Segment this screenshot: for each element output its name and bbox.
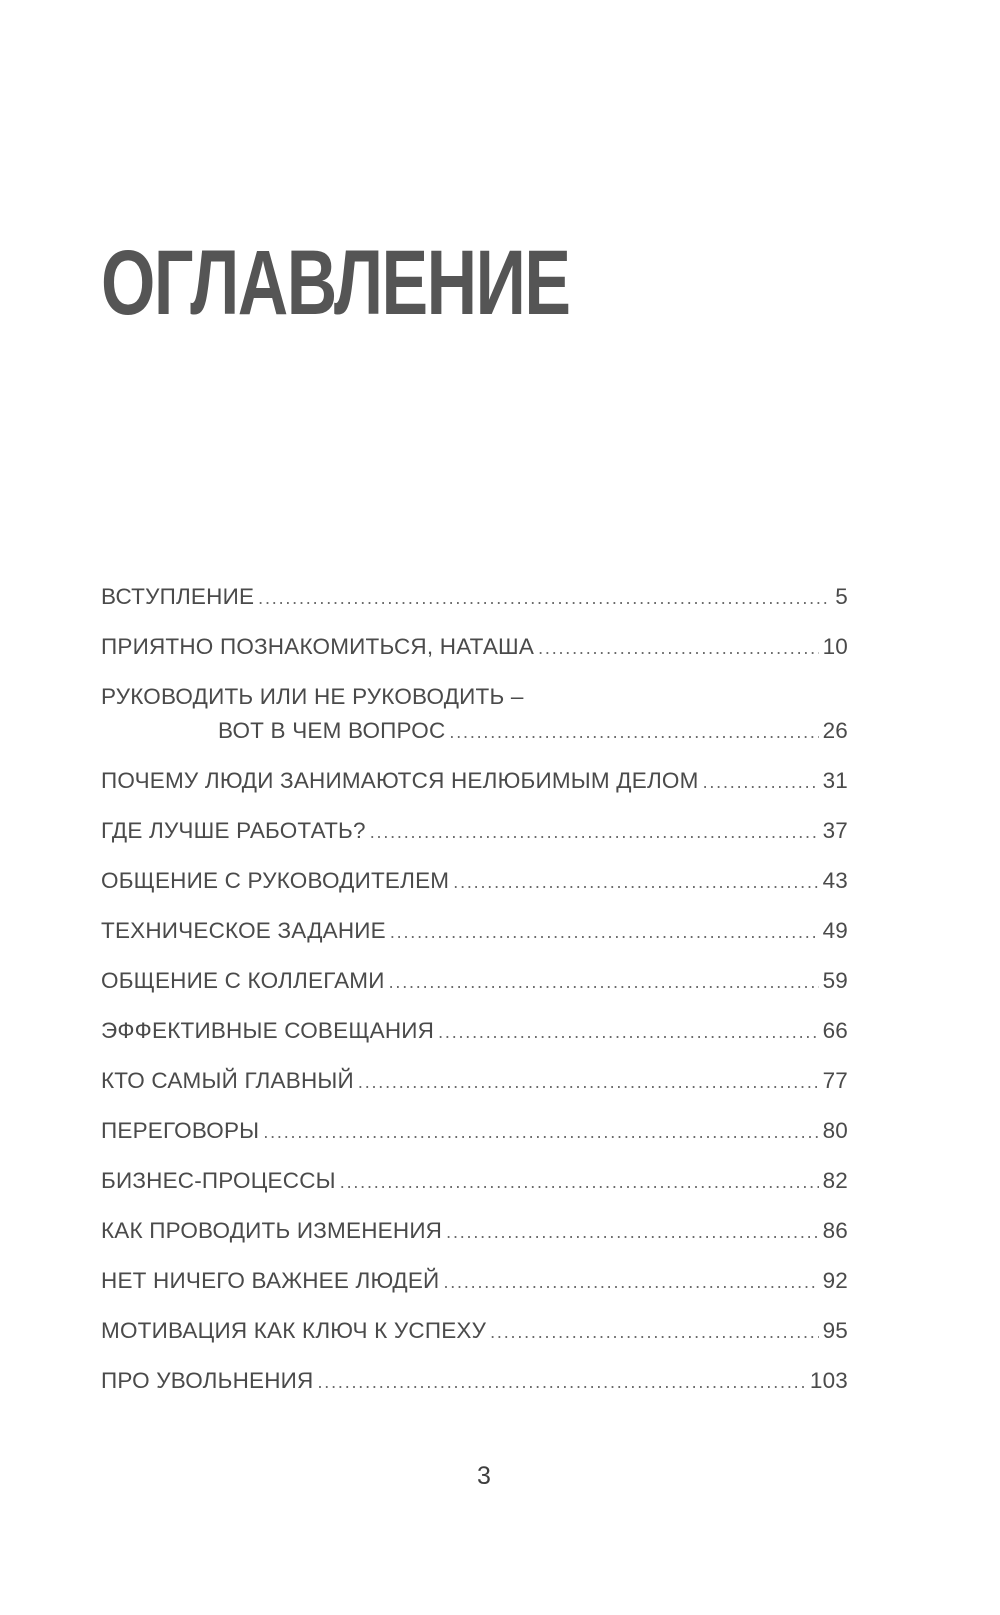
toc-entry[interactable] — [101, 1068, 848, 1118]
toc-entry-page: 95 — [822, 1318, 848, 1343]
toc-entry[interactable] — [101, 1268, 848, 1318]
toc-leader-dots — [449, 722, 818, 743]
toc-entry-title: НЕТ НИЧЕГО ВАЖНЕЕ ЛЮДЕЙ — [101, 1268, 440, 1293]
toc-entry[interactable] — [101, 1318, 848, 1368]
toc-entry[interactable] — [101, 584, 848, 634]
toc-leader-dots — [358, 1072, 819, 1093]
toc-entry-title: ПОЧЕМУ ЛЮДИ ЗАНИМАЮТСЯ НЕЛЮБИМЫМ ДЕЛОМ — [101, 768, 699, 793]
page-title: ОГЛАВЛЕНИЕ — [101, 232, 570, 334]
toc-entry-page: 80 — [822, 1118, 848, 1143]
toc-leader-dots — [340, 1172, 819, 1193]
toc-entry[interactable] — [101, 1018, 848, 1068]
toc-entry-title: ГДЕ ЛУЧШЕ РАБОТАТЬ? — [101, 818, 366, 843]
toc-entry-title: ПРИЯТНО ПОЗНАКОМИТЬСЯ, НАТАША — [101, 634, 535, 659]
toc-entry-page: 59 — [822, 968, 848, 993]
toc-leader-dots — [318, 1372, 806, 1393]
toc-entry-title: ОБЩЕНИЕ С КОЛЛЕГАМИ — [101, 968, 385, 993]
toc-entry-title: БИЗНЕС-ПРОЦЕССЫ — [101, 1168, 336, 1193]
toc-leader-dots — [490, 1322, 818, 1343]
toc-entry-title: ОБЩЕНИЕ С РУКОВОДИТЕЛЕМ — [101, 868, 450, 893]
toc-entry-title: ПЕРЕГОВОРЫ — [101, 1118, 260, 1143]
toc-leader-dots — [258, 588, 831, 609]
toc-leader-dots — [453, 872, 818, 893]
toc-leader-dots — [263, 1122, 818, 1143]
toc-leader-dots — [370, 822, 819, 843]
toc-entry-page: 66 — [822, 1018, 848, 1043]
toc-entry-page: 43 — [822, 868, 848, 893]
toc-entry[interactable] — [101, 1218, 848, 1268]
toc-entry-title-line1: РУКОВОДИТЬ ИЛИ НЕ РУКОВОДИТЬ – — [101, 684, 524, 709]
toc-entry-page: 82 — [822, 1168, 848, 1193]
toc-entry[interactable] — [101, 684, 848, 768]
toc-entry-page: 26 — [822, 718, 848, 743]
table-of-contents — [101, 584, 848, 1418]
toc-entry-title: КТО САМЫЙ ГЛАВНЫЙ — [101, 1068, 354, 1093]
toc-entry[interactable] — [101, 634, 848, 684]
toc-entry[interactable] — [101, 1368, 848, 1418]
toc-entry-title-line2: ВОТ В ЧЕМ ВОПРОС — [218, 718, 446, 743]
toc-entry[interactable] — [101, 918, 848, 968]
toc-entry[interactable] — [101, 868, 848, 918]
toc-entry-page: 10 — [822, 634, 848, 659]
toc-leader-dots — [538, 638, 818, 659]
toc-entry[interactable] — [101, 818, 848, 868]
toc-leader-dots — [438, 1022, 818, 1043]
toc-entry-title: МОТИВАЦИЯ КАК КЛЮЧ К УСПЕХУ — [101, 1318, 487, 1343]
toc-leader-dots — [703, 772, 819, 793]
toc-entry[interactable] — [101, 1118, 848, 1168]
toc-entry[interactable] — [101, 1168, 848, 1218]
toc-entry[interactable] — [101, 968, 848, 1018]
toc-entry-page: 86 — [822, 1218, 848, 1243]
toc-entry-page: 77 — [822, 1068, 848, 1093]
toc-entry[interactable] — [101, 768, 848, 818]
page-number: 3 — [477, 1462, 491, 1490]
toc-leader-dots — [390, 922, 819, 943]
toc-entry-page: 49 — [822, 918, 848, 943]
toc-entry-title: ТЕХНИЧЕСКОЕ ЗАДАНИЕ — [101, 918, 386, 943]
toc-entry-page: 92 — [822, 1268, 848, 1293]
toc-leader-dots — [389, 972, 819, 993]
toc-entry-title: ЭФФЕКТИВНЫЕ СОВЕЩАНИЯ — [101, 1018, 435, 1043]
toc-entry-page: 103 — [809, 1368, 848, 1393]
toc-entry-title: КАК ПРОВОДИТЬ ИЗМЕНЕНИЯ — [101, 1218, 443, 1243]
toc-leader-dots — [443, 1272, 818, 1293]
toc-entry-title: ПРО УВОЛЬНЕНИЯ — [101, 1368, 314, 1393]
toc-entry-page: 31 — [822, 768, 848, 793]
toc-leader-dots — [446, 1222, 818, 1243]
toc-entry-second-line — [101, 718, 848, 744]
toc-entry-page: 37 — [822, 818, 848, 843]
toc-entry-title: ВСТУПЛЕНИЕ — [101, 584, 255, 609]
toc-entry-page: 5 — [835, 584, 848, 609]
